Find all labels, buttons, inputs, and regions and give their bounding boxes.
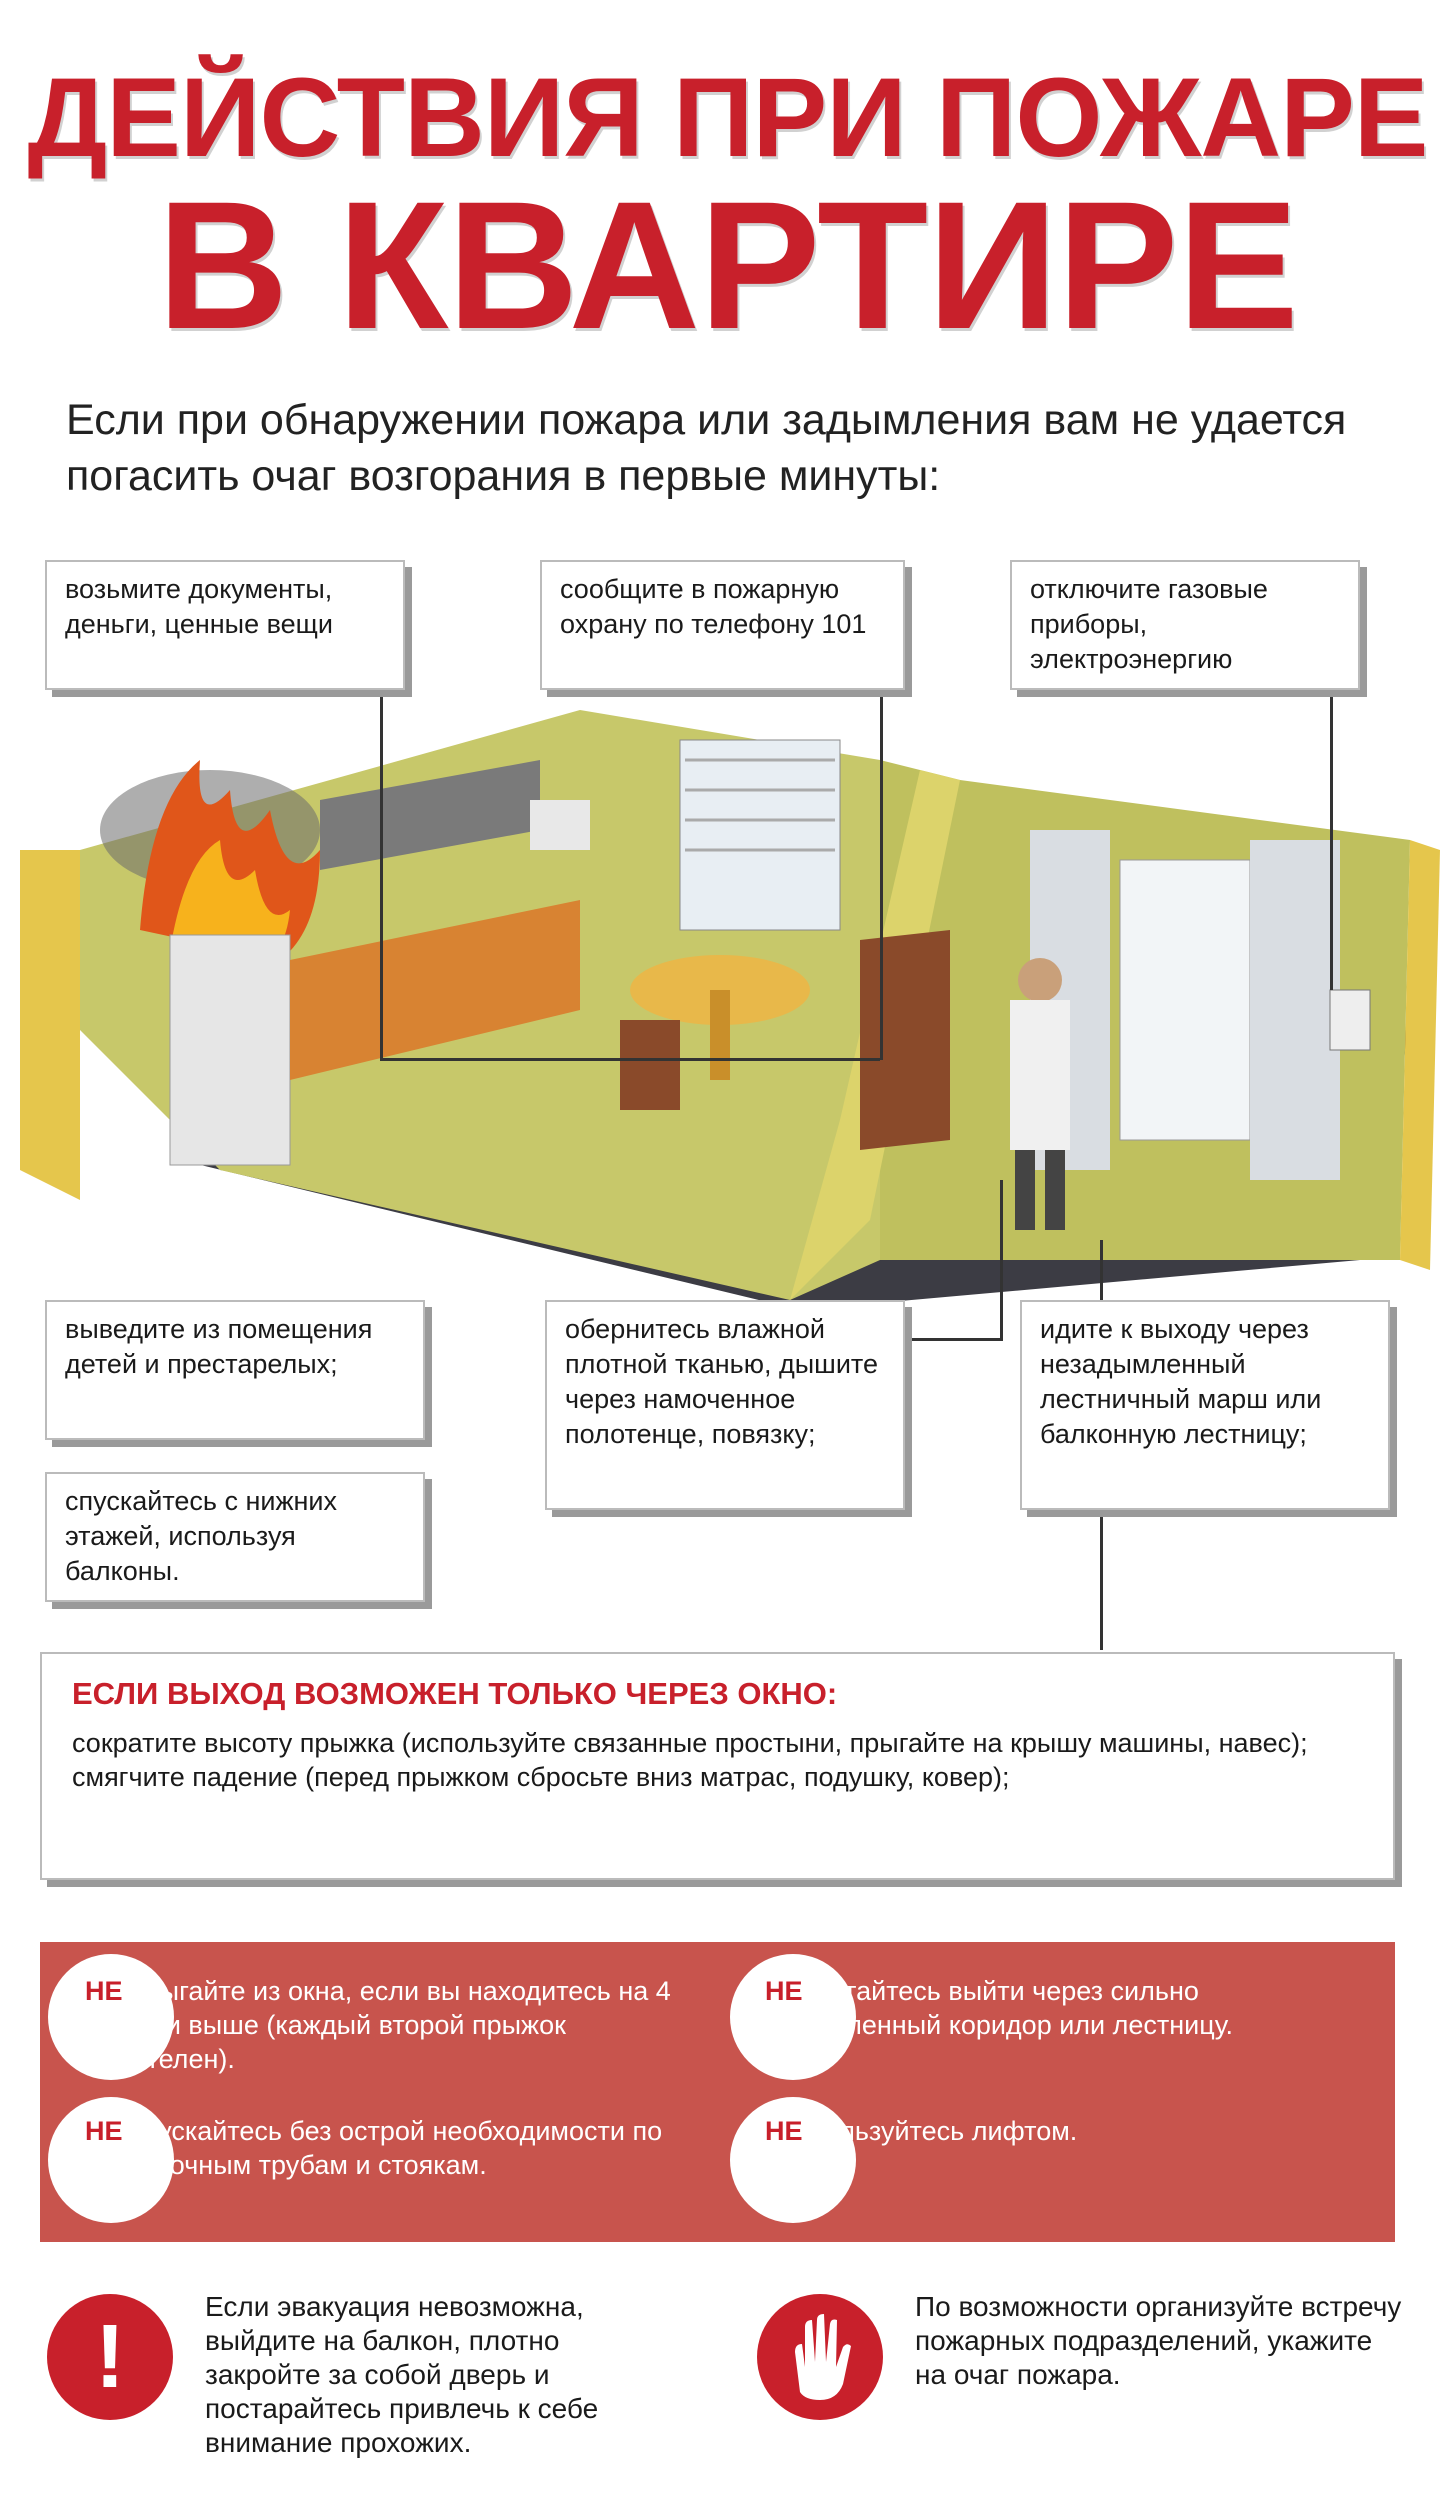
ne-label: НЕ xyxy=(85,1976,123,2006)
curtain-right xyxy=(1250,840,1340,1180)
exclamation-mark: ! xyxy=(95,2307,125,2407)
ne-label: НЕ xyxy=(765,2116,803,2146)
room-window xyxy=(1120,860,1250,1140)
intro-text: Если при обнаружении пожара или задымления вам не удается погасить очаг возгорания в первые минуты: xyxy=(66,396,1347,500)
microwave xyxy=(530,800,590,850)
tip-box-call-101: сообщите в пожарную охрану по телефону 101 xyxy=(540,560,905,690)
connector-line xyxy=(900,1338,1003,1341)
ne-label: НЕ xyxy=(85,2116,123,2146)
exclamation-icon xyxy=(45,2292,175,2422)
warning-drainpipes xyxy=(85,2114,685,2182)
apartment-illustration xyxy=(20,700,1440,1310)
ne-label: НЕ xyxy=(765,1976,803,2006)
warning-corridor xyxy=(765,1974,1365,2042)
electric-panel xyxy=(1330,990,1370,1050)
connector-line xyxy=(1330,690,1333,990)
bookcase xyxy=(860,930,950,1150)
warning-text: прыгайте из окна, если вы находитесь на 4 этаже и выше (каждый второй прыжок смертелен). xyxy=(85,1976,671,2074)
title-line-2: В КВАРТИРЕ xyxy=(157,163,1298,367)
meet-firefighters-note: По возможности организуйте встречу пожарных подразделений, укажите на очаг пожара. xyxy=(915,2291,1402,2390)
kitchen-window xyxy=(680,740,840,930)
connector-line xyxy=(880,690,883,1060)
window-exit-line-2: смягчите падение (перед прыжком сбросьте вниз матрас, подушку, ковер); xyxy=(72,1762,1010,1792)
tip-box-documents: возьмите документы, деньги, ценные вещи xyxy=(45,560,405,690)
warning-jump xyxy=(85,1974,685,2076)
warning-text: пытайтесь выйти через сильно задымленный коридор или лестницу. xyxy=(765,1976,1234,2040)
tip-box-balconies: спускайтесь с нижних этажей, используя балконы. xyxy=(45,1472,425,1602)
warning-text: спускайтесь без острой необходимости по водосточным трубам и стоякам. xyxy=(85,2116,663,2180)
window-exit-title: ЕСЛИ ВЫХОД ВОЗМОЖЕН ТОЛЬКО ЧЕРЕЗ ОКНО: xyxy=(72,1676,838,1711)
stop-hand-icon xyxy=(755,2292,885,2422)
warning-text: пользуйтесь лифтом. xyxy=(810,2116,1078,2146)
fridge xyxy=(170,935,290,1165)
balcony-note: Если эвакуация невозможна, выйдите на балкон, плотно закройте за собой дверь и постарайтесь привлечь к себе внимание прохожих. xyxy=(205,2291,599,2458)
tip-box-disconnect: отключите газовые приборы, электроэнергию xyxy=(1010,560,1360,690)
connector-line xyxy=(380,1058,880,1061)
warning-elevator xyxy=(765,2114,1365,2148)
warnings-panel xyxy=(40,1942,1395,2242)
window-exit-box xyxy=(40,1652,1395,1880)
window-exit-line-1: сократите высоту прыжка (используйте связанные простыни, прыгайте на крышу машины, навес); xyxy=(72,1728,1308,1758)
tip-box-children: выведите из помещения детей и престарелых; xyxy=(45,1300,425,1440)
connector-line xyxy=(380,690,383,1060)
connector-line xyxy=(1000,1180,1003,1340)
wall-edge-left xyxy=(20,850,80,1200)
title-line-1: ДЕЙСТВИЯ ПРИ ПОЖАРЕ xyxy=(27,55,1428,180)
chair xyxy=(620,1020,680,1110)
tip-box-wet-cloth: обернитесь влажной плотной тканью, дышите через намоченное полотенце, повязку; xyxy=(545,1300,905,1510)
tip-box-exit: идите к выходу через незадымленный лестничный марш или балконную лестницу; xyxy=(1020,1300,1390,1510)
